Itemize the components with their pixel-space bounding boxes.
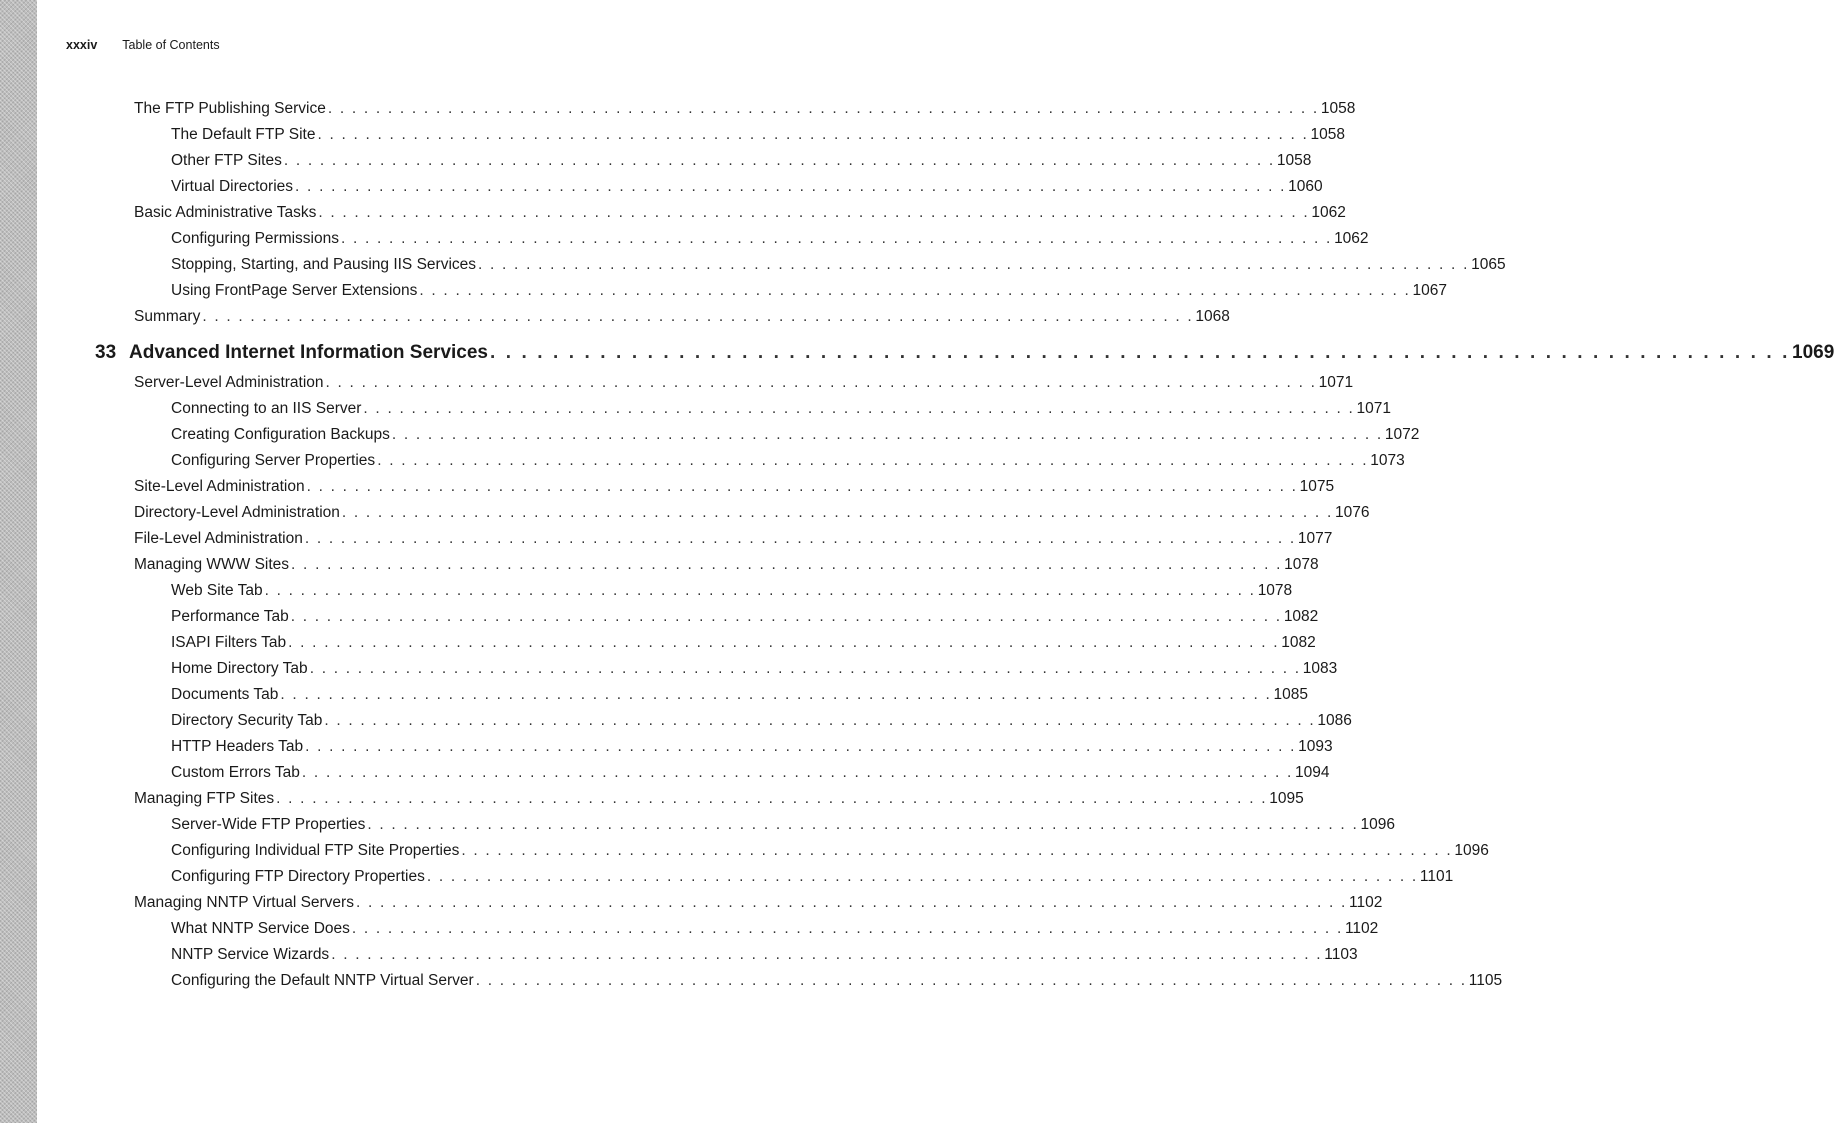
dot-leader: . . . . . . . . . . . . . . . . . . . . . . . . . . . . . . . . . . . . . . . . . . . . . . . . . . . . . . . . . . . . . . . . . . . . . . . . . . . . . . . . . . . (355, 894, 1348, 911)
toc-entry-page: 1058 (1320, 100, 1356, 117)
dot-leader: . . . . . . . . . . . . . . . . . . . . . . . . . . . . . . . . . . . . . . . . . . . . . . . . . . . . . . . . . . . . . . . . . . . . . . . . . . . . . . . . . . . (291, 556, 1283, 573)
toc-entry (134, 200, 1346, 226)
dot-leader: . . . . . . . . . . . . . . . . . . . . . . . . . . . . . . . . . . . . . . . . . . . . . . . . . . . . . . . . . . . . . . . . . . . . . . . . . . . . . . . . . . . (419, 282, 1411, 299)
toc-entry-label: Custom Errors Tab (171, 764, 300, 781)
toc-entry-page: 1068 (1195, 308, 1230, 325)
dot-leader: . . . . . . . . . . . . . . . . . . . . . . . . . . . . . . . . . . . . . . . . . . . . . . . . . . . . . . . . . . . . . . . . . . . . . . . . . . . . . . . . . . . (306, 478, 1298, 495)
toc-entry-page: 1071 (1318, 374, 1354, 391)
dot-leader: . . . . . . . . . . . . . . . . . . . . . . . . . . . . . . . . . . . . . . . . . . . . . . . . . . . . . . . . . . . . . . . . . . . . . . . . . . . . . . . . . . . (341, 230, 1333, 247)
toc-entry (171, 252, 1506, 278)
toc-entry-page: 1095 (1269, 790, 1304, 807)
toc-entry-page: 1069 (1792, 342, 1834, 363)
toc-entry-label: Other FTP Sites (171, 152, 282, 169)
toc-entry-label: What NNTP Service Does (171, 920, 350, 937)
toc-entry-page: 1093 (1298, 738, 1333, 755)
toc-entry (171, 148, 1312, 174)
toc-entry (134, 500, 1370, 526)
toc-entry-label: Server-Wide FTP Properties (171, 816, 366, 833)
toc-entry (134, 96, 1356, 122)
running-title: Table of Contents (122, 38, 220, 52)
dot-leader: . . . . . . . . . . . . . . . . . . . . . . . . . . . . . . . . . . . . . . . . . . . . . . . . . . . . . . . . . . . . . . . . . . . . . . . . . . . . . . . . . . . (327, 100, 1319, 117)
toc-entry (171, 630, 1316, 656)
toc-entry-page: 1077 (1297, 530, 1333, 547)
toc-entry-page: 1065 (1471, 256, 1506, 273)
toc-entry-page: 1062 (1311, 204, 1346, 221)
toc-entry (171, 278, 1447, 304)
toc-entry-page: 1102 (1344, 920, 1379, 937)
toc-entry-page: 1102 (1349, 894, 1383, 911)
toc-entry-label: The Default FTP Site (171, 126, 316, 143)
toc-entry-label: Using FrontPage Server Extensions (171, 282, 418, 299)
toc-entry-label: Creating Configuration Backups (171, 426, 390, 443)
page-number: xxxiv (66, 38, 98, 52)
dot-leader: . . . . . . . . . . . . . . . . . . . . . . . . . . . . . . . . . . . . . . . . . . . . . . . . . . . . . . . . . . . . . . . . . . . . . . . . . . . . . . . . . . . (305, 738, 1297, 755)
toc-entry-label: Configuring FTP Directory Properties (171, 868, 425, 885)
toc-entry (134, 890, 1383, 916)
toc-entry (171, 174, 1323, 200)
toc-entry-label: The FTP Publishing Service (134, 100, 326, 117)
toc-entry (171, 708, 1352, 734)
dot-leader: . . . . . . . . . . . . . . . . . . . . . . . . . . . . . . . . . . . . . . . . . . . . . . . . . . . . . . . . . . . . . . . . . . . . . . . . . . . . . . . . . . . (276, 790, 1268, 807)
toc-entry (171, 968, 1503, 994)
toc-entry (134, 304, 1230, 330)
toc-entry-page: 1105 (1468, 972, 1503, 989)
toc-entry (171, 604, 1319, 630)
toc-entry-page: 1073 (1370, 452, 1405, 469)
toc-entry-page: 1058 (1310, 126, 1345, 143)
dot-leader: . . . . . . . . . . . . . . . . . . . . . . . . . . . . . . . . . . . . . . . . . . . . . . . . . . . . . . . . . . . . . . . . . . . . . . . . . . . . . . . . . . . (490, 342, 1791, 363)
toc-entry-page: 1101 (1419, 868, 1454, 885)
toc-entry-label: Advanced Internet Information Services (129, 342, 488, 363)
toc-entry-label: File-Level Administration (134, 530, 303, 547)
toc-entry-label: HTTP Headers Tab (171, 738, 304, 755)
toc-entry-label: Managing FTP Sites (134, 790, 275, 807)
toc-entry-label: Basic Administrative Tasks (134, 204, 317, 221)
toc-entry (171, 760, 1330, 786)
dot-leader: . . . . . . . . . . . . . . . . . . . . . . . . . . . . . . . . . . . . . . . . . . . . . . . . . . . . . . . . . . . . . . . . . . . . . . . . . . . . . . . . . . . (325, 374, 1317, 391)
toc-entry-page: 1072 (1384, 426, 1420, 443)
toc-entry-label: NNTP Service Wizards (171, 946, 330, 963)
dot-leader: . . . . . . . . . . . . . . . . . . . . . . . . . . . . . . . . . . . . . . . . . . . . . . . . . . . . . . . . . . . . . . . . . . . . . . . . . . . . . . . . . . . (295, 178, 1287, 195)
dot-leader: . . . . . . . . . . . . . . . . . . . . . . . . . . . . . . . . . . . . . . . . . . . . . . . . . . . . . . . . . . . . . . . . . . . . . . . . . . . . . . . . . . . (363, 400, 1355, 417)
toc-entry-page: 1075 (1299, 478, 1335, 495)
dot-leader: . . . . . . . . . . . . . . . . . . . . . . . . . . . . . . . . . . . . . . . . . . . . . . . . . . . . . . . . . . . . . . . . . . . . . . . . . . . . . . . . . . . (324, 712, 1316, 729)
dot-leader: . . . . . . . . . . . . . . . . . . . . . . . . . . . . . . . . . . . . . . . . . . . . . . . . . . . . . . . . . . . . . . . . . . . . . . . . . . . . . . . . . . . (377, 452, 1369, 469)
dot-leader: . . . . . . . . . . . . . . . . . . . . . . . . . . . . . . . . . . . . . . . . . . . . . . . . . . . . . . . . . . . . . . . . . . . . . . . . . . . . . . . . . . . (290, 608, 1282, 625)
toc-entry-label: Directory Security Tab (171, 712, 323, 729)
toc-entry (171, 838, 1489, 864)
dot-leader: . . . . . . . . . . . . . . . . . . . . . . . . . . . . . . . . . . . . . . . . . . . . . . . . . . . . . . . . . . . . . . . . . . . . . . . . . . . . . . . . . . . (331, 946, 1323, 963)
toc-entry (134, 526, 1333, 552)
dot-leader: . . . . . . . . . . . . . . . . . . . . . . . . . . . . . . . . . . . . . . . . . . . . . . . . . . . . . . . . . . . . . . . . . . . . . . . . . . . . . . . . . . . (478, 256, 1470, 273)
toc-entry (171, 734, 1333, 760)
toc-entry (171, 656, 1338, 682)
toc-entry-label: Managing NNTP Virtual Servers (134, 894, 354, 911)
toc-entry-page: 1094 (1294, 764, 1330, 781)
toc-entry-label: Web Site Tab (171, 582, 263, 599)
toc-entry-label: Configuring the Default NNTP Virtual Server (171, 972, 474, 989)
toc-entry-label: Connecting to an IIS Server (171, 400, 362, 417)
dot-leader: . . . . . . . . . . . . . . . . . . . . . . . . . . . . . . . . . . . . . . . . . . . . . . . . . . . . . . . . . . . . . . . . . . . . . . . . . . . . . . . . . . . (351, 920, 1343, 937)
toc-entry (134, 370, 1354, 396)
toc-entry-page: 1058 (1276, 152, 1312, 169)
toc-entry-label: Performance Tab (171, 608, 289, 625)
toc-chapter-entry (95, 338, 1834, 368)
toc-entry-page: 1076 (1334, 504, 1370, 521)
toc-entry-page: 1082 (1283, 608, 1319, 625)
toc-entry (171, 916, 1379, 942)
toc-entry-label: Home Directory Tab (171, 660, 308, 677)
toc-entry (171, 864, 1454, 890)
page-edge-strip (0, 0, 37, 1123)
toc-entry (134, 552, 1319, 578)
toc-entry-label: ISAPI Filters Tab (171, 634, 287, 651)
toc-entry-label: Documents Tab (171, 686, 279, 703)
toc-entry-label: Site-Level Administration (134, 478, 305, 495)
dot-leader: . . . . . . . . . . . . . . . . . . . . . . . . . . . . . . . . . . . . . . . . . . . . . . . . . . . . . . . . . . . . . . . . . . . . . . . . . . . . . . . . . . . (309, 660, 1301, 677)
toc-entry-page: 1096 (1360, 816, 1395, 833)
toc-entry-page: 1071 (1356, 400, 1391, 417)
dot-leader: . . . . . . . . . . . . . . . . . . . . . . . . . . . . . . . . . . . . . . . . . . . . . . . . . . . . . . . . . . . . . . . . . . . . . . . . . . . . . . . . . . . (301, 764, 1293, 781)
toc-entry-page: 1103 (1324, 946, 1358, 963)
toc-entry (134, 474, 1335, 500)
toc-entry-label: Configuring Server Properties (171, 452, 376, 469)
toc-entry (171, 122, 1345, 148)
toc-entry (171, 396, 1391, 422)
dot-leader: . . . . . . . . . . . . . . . . . . . . . . . . . . . . . . . . . . . . . . . . . . . . . . . . . . . . . . . . . . . . . . . . . . . . . . . . . . . . . . . . . . . (304, 530, 1296, 547)
toc-entry-page: 1082 (1281, 634, 1316, 651)
running-head (66, 38, 220, 54)
toc-entry (171, 448, 1405, 474)
toc-entry-label: Directory-Level Administration (134, 504, 340, 521)
toc-entry-page: 1067 (1412, 282, 1447, 299)
dot-leader: . . . . . . . . . . . . . . . . . . . . . . . . . . . . . . . . . . . . . . . . . . . . . . . . . . . . . . . . . . . . . . . . . . . . . . . . . . . . . . . . . . . (426, 868, 1418, 885)
toc-entry-label: Virtual Directories (171, 178, 294, 195)
dot-leader: . . . . . . . . . . . . . . . . . . . . . . . . . . . . . . . . . . . . . . . . . . . . . . . . . . . . . . . . . . . . . . . . . . . . . . . . . . . . . . . . . . . (318, 204, 1310, 221)
dot-leader: . . . . . . . . . . . . . . . . . . . . . . . . . . . . . . . . . . . . . . . . . . . . . . . . . . . . . . . . . . . . . . . . . . . . . . . . . . . . . . . . . . . (202, 308, 1194, 325)
toc-entry-label: Server-Level Administration (134, 374, 324, 391)
toc-entry (171, 682, 1308, 708)
toc-entry (171, 422, 1420, 448)
dot-leader: . . . . . . . . . . . . . . . . . . . . . . . . . . . . . . . . . . . . . . . . . . . . . . . . . . . . . . . . . . . . . . . . . . . . . . . . . . . . . . . . . . . (391, 426, 1383, 443)
dot-leader: . . . . . . . . . . . . . . . . . . . . . . . . . . . . . . . . . . . . . . . . . . . . . . . . . . . . . . . . . . . . . . . . . . . . . . . . . . . . . . . . . . . (475, 972, 1467, 989)
dot-leader: . . . . . . . . . . . . . . . . . . . . . . . . . . . . . . . . . . . . . . . . . . . . . . . . . . . . . . . . . . . . . . . . . . . . . . . . . . . . . . . . . . . (283, 152, 1275, 169)
toc-entry-page: 1086 (1317, 712, 1352, 729)
dot-leader: . . . . . . . . . . . . . . . . . . . . . . . . . . . . . . . . . . . . . . . . . . . . . . . . . . . . . . . . . . . . . . . . . . . . . . . . . . . . . . . . . . . (367, 816, 1359, 833)
toc-entry (171, 226, 1369, 252)
toc-entry-page: 1078 (1284, 556, 1319, 573)
toc-entry-page: 1085 (1273, 686, 1308, 703)
toc-entry-label: Configuring Permissions (171, 230, 339, 247)
toc-entry-page: 1060 (1288, 178, 1323, 195)
dot-leader: . . . . . . . . . . . . . . . . . . . . . . . . . . . . . . . . . . . . . . . . . . . . . . . . . . . . . . . . . . . . . . . . . . . . . . . . . . . . . . . . . . . (288, 634, 1280, 651)
dot-leader: . . . . . . . . . . . . . . . . . . . . . . . . . . . . . . . . . . . . . . . . . . . . . . . . . . . . . . . . . . . . . . . . . . . . . . . . . . . . . . . . . . . (461, 842, 1453, 859)
chapter-number: 33 (95, 342, 117, 363)
toc-entry-label: Configuring Individual FTP Site Properties (171, 842, 460, 859)
toc-entry (171, 578, 1293, 604)
toc-entry (171, 942, 1358, 968)
toc-entry-page: 1096 (1454, 842, 1489, 859)
toc-entry-label: Summary (134, 308, 201, 325)
toc-entry-page: 1062 (1334, 230, 1369, 247)
toc-entry (171, 812, 1395, 838)
toc-entry-page: 1078 (1257, 582, 1293, 599)
toc-entry-page: 1083 (1302, 660, 1338, 677)
dot-leader: . . . . . . . . . . . . . . . . . . . . . . . . . . . . . . . . . . . . . . . . . . . . . . . . . . . . . . . . . . . . . . . . . . . . . . . . . . . . . . . . . . . (341, 504, 1333, 521)
toc-entry-label: Stopping, Starting, and Pausing IIS Services (171, 256, 477, 273)
toc-entry (134, 786, 1304, 812)
dot-leader: . . . . . . . . . . . . . . . . . . . . . . . . . . . . . . . . . . . . . . . . . . . . . . . . . . . . . . . . . . . . . . . . . . . . . . . . . . . . . . . . . . . (280, 686, 1272, 703)
dot-leader: . . . . . . . . . . . . . . . . . . . . . . . . . . . . . . . . . . . . . . . . . . . . . . . . . . . . . . . . . . . . . . . . . . . . . . . . . . . . . . . . . . . (317, 126, 1309, 143)
toc-entry-label: Managing WWW Sites (134, 556, 290, 573)
dot-leader: . . . . . . . . . . . . . . . . . . . . . . . . . . . . . . . . . . . . . . . . . . . . . . . . . . . . . . . . . . . . . . . . . . . . . . . . . . . . . . . . . . . (264, 582, 1256, 599)
